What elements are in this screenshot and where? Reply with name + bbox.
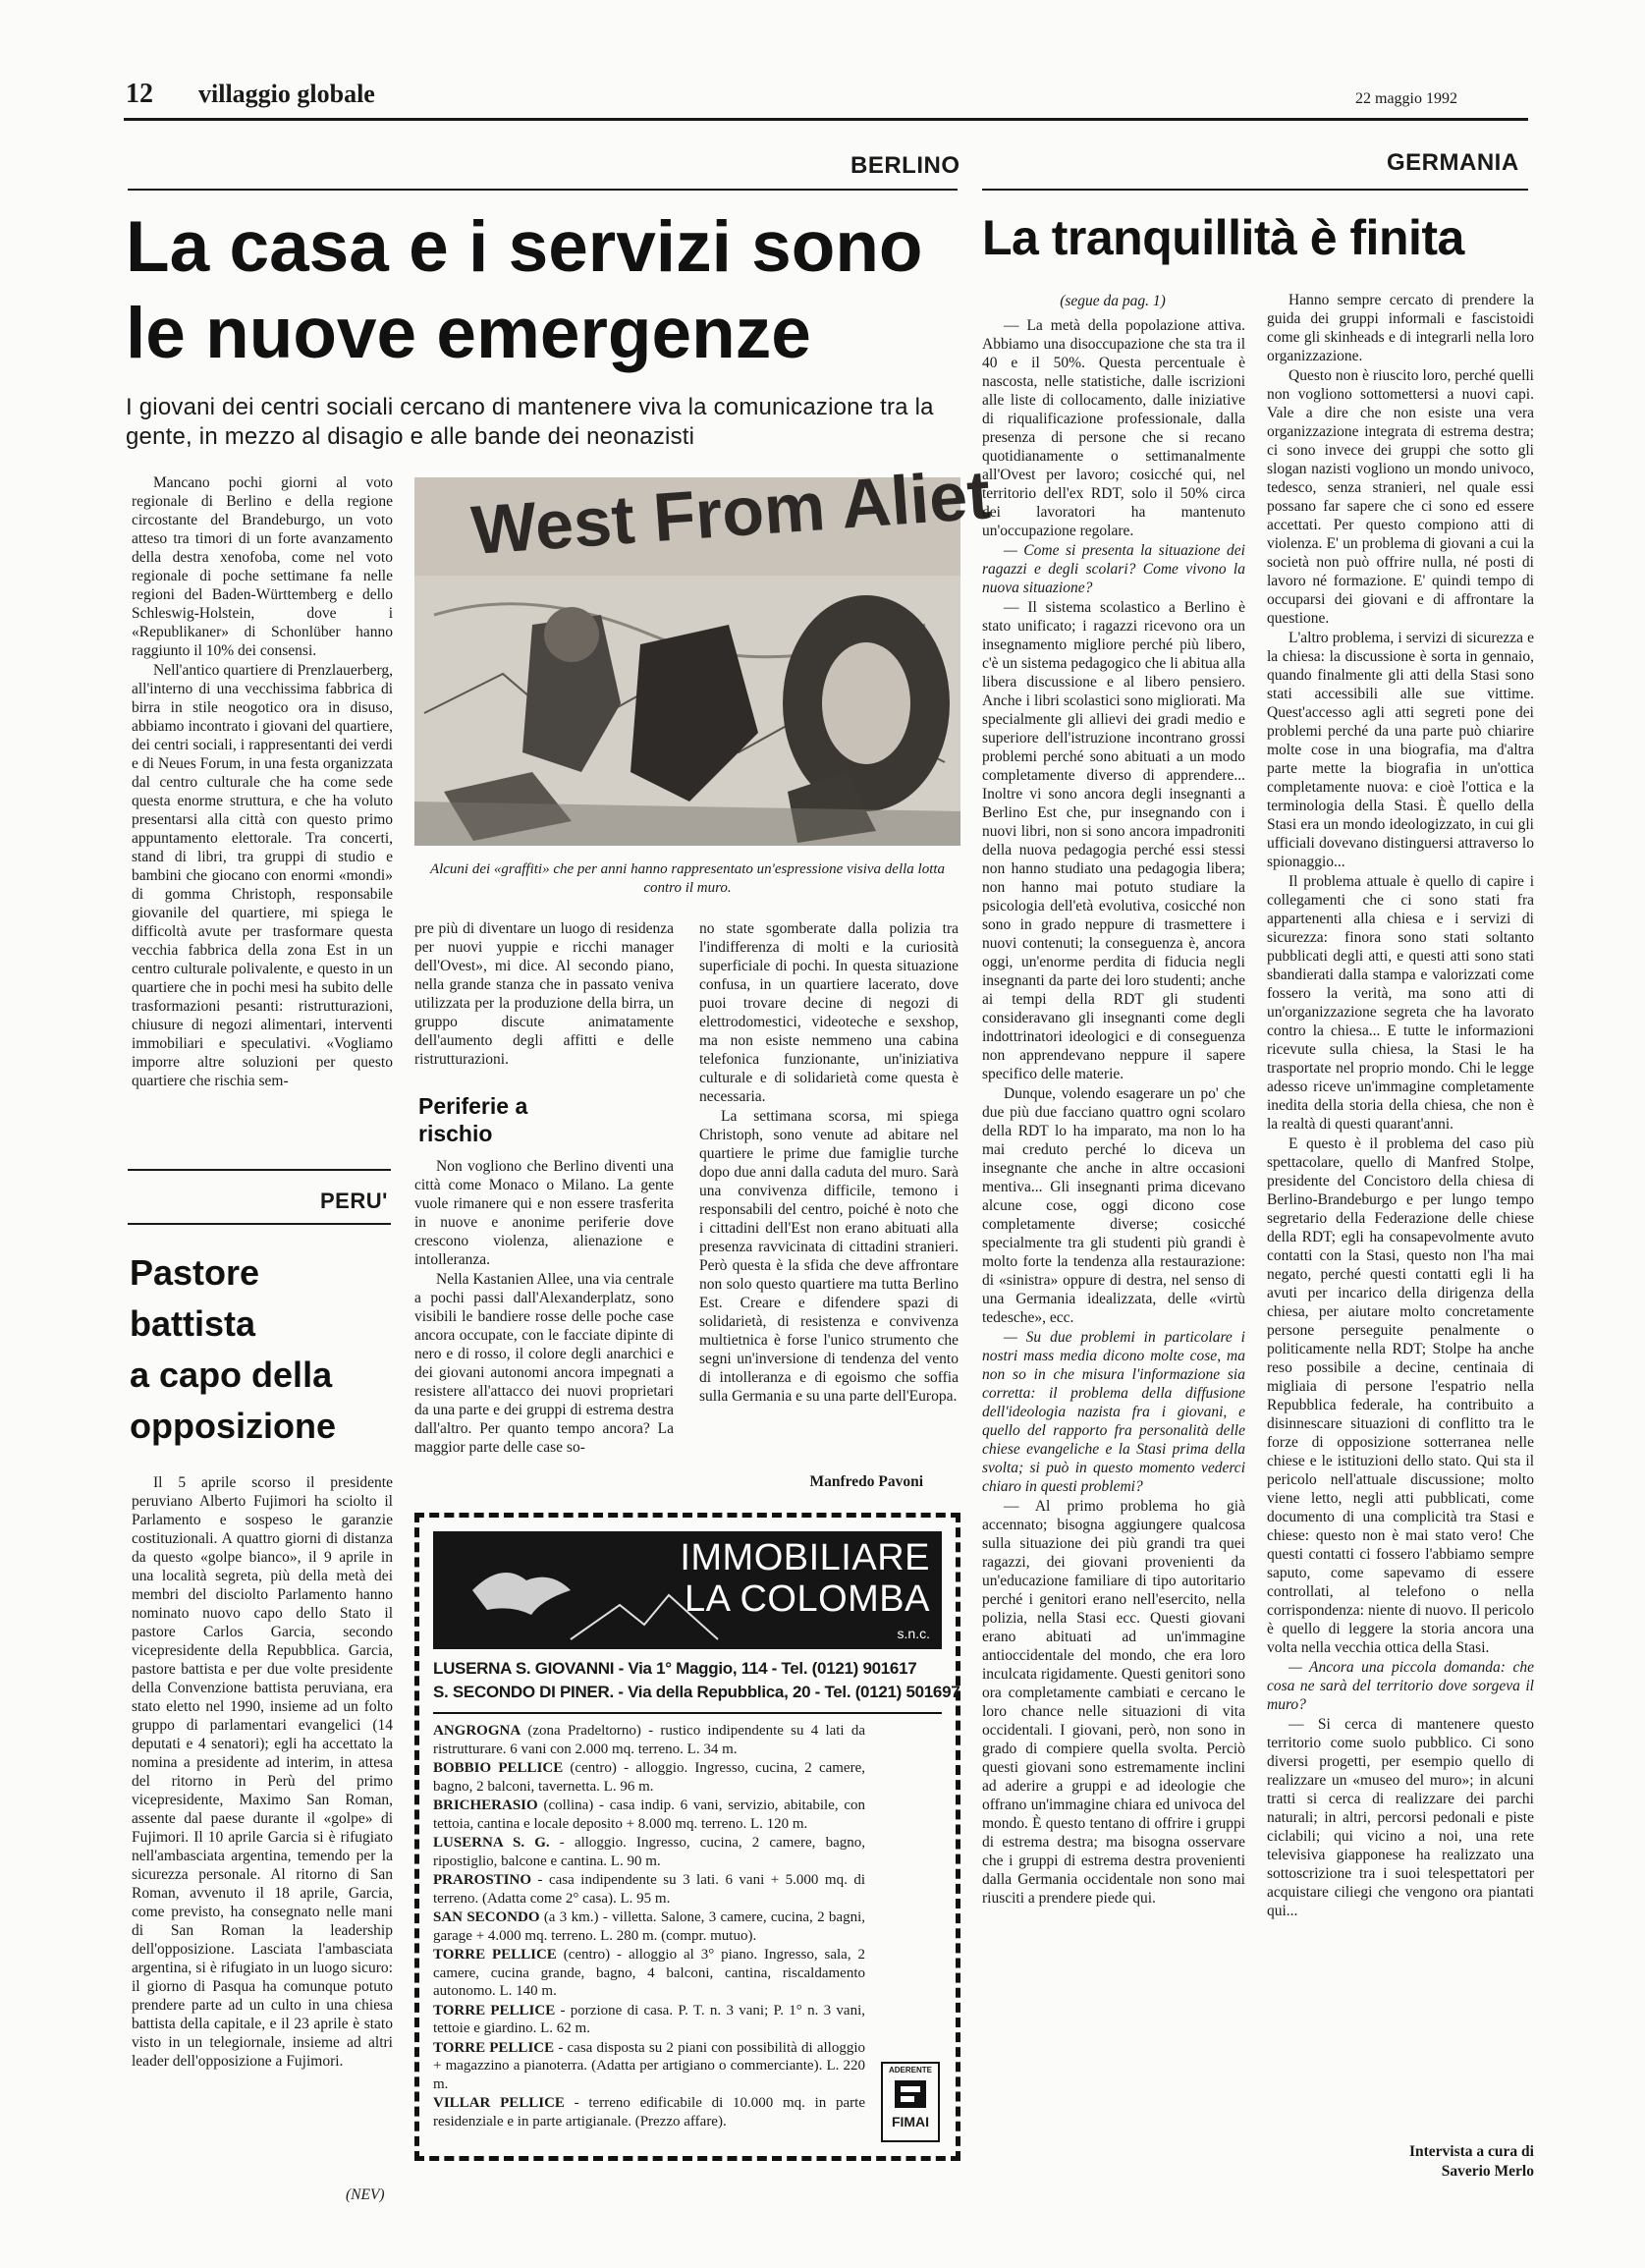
paragraph: Il 5 aprile scorso il presidente peruviano Alberto Fujimori ha sciolto il Parlamento e sospeso le garanzie costituzionali. A quattro giorni di distanza da questo «golpe bianco», il 9 aprile in una località segreta, più della metà dei membri del disciolto Parlamento hanno nominato nuovo capo dello Stato il pastore Carlos Garcia, secondo vicepresidente della Repubblica. Garcia, pastore battista e per due volte presidente della Convenzione battista peruviana, era stato eletto nel 1990, insieme ad un folto gruppo di parlamentari evangelici (14 deputati e 4 senatori); egli ha accettato la nomina a presidente ad interim, in attesa del ritorno in Perù del primo vicepresidente, Maximo San Roman, assente dal paese durante il «golpe» di Fujimori. Il 10 aprile Garcia si è rifugiato nell'ambasciata argentina, temendo per la sicurezza personale. Al ritorno di San Roman, avvenuto il 18 aprile, Garcia, come previsto, ha consegnato nelle mani di San Roman la leadership dell'opposizione. Lasciata l'ambasciata argentina, si è rifugiato in un luogo sicuro: il giorno di Pasqua ha comunque potuto prendere parte ad un culto in una chiesa battista della capitale, e il 23 aprile è stato visto in un telegiornale, insieme ad altri leader dell'opposizione a Fujimori. xyxy=(132,1474,393,2070)
berlino-col2b xyxy=(414,1157,674,1496)
interview-question: — Ancora una piccola domanda: che cosa ne sarà del territorio dove sorgeva il muro? xyxy=(1267,1659,1534,1713)
ad-divider xyxy=(433,1712,942,1714)
ad-listing-place: ANGROGNA xyxy=(433,1723,521,1739)
ad-address2: S. SECONDO DI PINER. - Via della Repubblica, 20 - Tel. (0121) 501697 xyxy=(433,1683,960,1701)
peru-title-line: battista xyxy=(130,1303,256,1344)
peru-title xyxy=(130,1247,336,1452)
issue-date: 22 maggio 1992 xyxy=(1355,90,1457,107)
ad-listing xyxy=(433,2094,865,2130)
ad-listing-desc: (centro) - alloggio al 3° piano. Ingresso, sala, 2 camere, cucina grande, bagno, 4 balconi, cantina, riscaldamento autonomo. L. 140 m. xyxy=(433,1947,865,1999)
germania-kicker-rule xyxy=(982,189,1528,191)
paragraph: — Il sistema scolastico a Berlino è stato unificato; i ragazzi ricevono ora un insegnamento migliore perché più libero, c'è un sistema pedagogico che li abitua alla libera discussione e al libero pensiero. Anche i libri scolastici sono migliorati. Ma specialmente gli allievi dei gradi medio e superiore dell'istruzione incontrano grossi problemi perché sono abituati a un modo completamente diverso di apprendere... Inoltre vi sono ancora degli insegnanti a Berlino Est che, pur insegnando con i nuovi libri, non si sono ancora impadroniti della nuova pedagogia perché essi stessi non hanno studiato una pedagogia libera; non hanno mai potuto studiare la psicologia dell'età evolutiva, cosicché non sono in grado neppure di trasmettere i nuovi contenuti; la conseguenza è, ancora oggi, un'enorme perdita di fiducia negli insegnanti da parte dei loro studenti; anche ai tempi della RDT gli studenti consideravano gli insegnanti come degli indottrinatori ideologici e di conseguenza non apprendevano neppure il sapere specifico delle materie. xyxy=(982,599,1245,1082)
peru-title-line: a capo della xyxy=(130,1355,333,1395)
paragraph: Nella Kastanien Allee, una via centrale a pochi passi dall'Alexanderplatz, sono visibili le bandiere rosse delle poche case ancora occupate, con le facciate dipinte di nero e di rosso, il colore degli anarchici e dei giovani autonomi ancora impegnati a resistere all'attacco dei nuovi proprietari da una parte e dei gruppi di estrema destra dall'altro. Per quanto tempo ancora? La maggior parte delle case so- xyxy=(414,1271,674,1456)
peru-body xyxy=(132,1473,393,2070)
paragraph: Dunque, volendo esagerare un po' che due più due facciano quattro ogni scolaro della RDT lo ha imparato, ma non lo ha mai creduto perché lo diceva un insegnante che anche in altre occasioni mentiva... Gli insegnanti prima dicevano alcune cose, oggi dicono cose completamente diverse; cosicché specialmente tra gli studenti più grandi è molto forte la tendenza alla restaurazione: di «sinistra» oppure di destra, nel senso di una Germania idealizzata, delle «virtù tedesche», ecc. xyxy=(982,1085,1245,1326)
peru-kicker-rule xyxy=(128,1223,391,1225)
photo-caption: Alcuni dei «graffiti» che per anni hanno rappresentato un'espressione visiva della lotta contro il muro. xyxy=(429,861,946,896)
ad-listing-desc: (a 3 km.) - villetta. Salone, 3 camere, cucina, 2 bagni, garage + 4.000 mq. terreno. L. 280 m. (compr. mutuo). xyxy=(433,1909,865,1944)
ad-listing xyxy=(433,1908,865,1945)
ad-banner xyxy=(433,1531,942,1649)
ad-listing-desc: - terreno edificabile di 10.000 mq. in parte residenziale e in parte artigianale. (Prezzo affare). xyxy=(433,2095,866,2130)
ad-listing-desc: (zona Pradeltorno) - rustico indipendente su 4 lati da ristrutturare. 6 vani con 2.000 mq. terreno. L. 34 m. xyxy=(433,1723,865,1757)
berlino-author: Manfredo Pavoni xyxy=(809,1473,923,1490)
paragraph: L'altro problema, i servizi di sicurezza e la chiesa: la discussione è sorta in gennaio, quando finalmente gli atti della Stasi sono stati accessibili alle sue vittime. Quest'accesso agli atti segreti pone dei problemi perché da una parte può chiarire molte cose in una biografia, ma d'altra parte mette la biografia in un'ottica completamente nuova: e cioè l'ottica e la terminologia della Stasi. È quello della Stasi era un mondo ideologizzato, in cui gli ufficiali dovevano distinguersi attraverso lo spionaggio... xyxy=(1267,630,1534,870)
ad-brand-sub: s.n.c. xyxy=(897,1626,930,1641)
germania-segue: (segue da pag. 1) xyxy=(1060,293,1166,309)
paragraph: Non vogliono che Berlino diventi una città come Monaco o Milano. La gente vuole rimanere qui e non essere trasferita in nuove e anonime periferie dove crescono violenza, alienazione e intolleranza. xyxy=(414,1158,674,1268)
fimai-logo xyxy=(881,2062,940,2142)
ad-listing-desc: (centro) - alloggio. Ingresso, cucina, 2 camere, bagno, 2 balconi, tavernetta. L. 96 m. xyxy=(433,1760,865,1795)
paragraph: La settimana scorsa, mi spiega Christoph, sono venute ad abitare nel quartiere le prime due famiglie turche dopo due anni dalla caduta del muro. Sarà una convivenza difficile, temono i responsabili del centro, poiché è noto che i cittadini dell'Est non erano abituati alla presenza ravvicinata di cittadini stranieri. Però questa è la sfida che deve affrontare non solo questo quartiere ma tutta Berlino Est. Creare e difendere spazi di solidarietà, di resistenza e convivenza multietnica è forse l'unico strumento che segni un'inversione di tendenza del vento di intolleranza e di egoismo che soffia sulla Germania e su una parte dell'Europa. xyxy=(699,1108,959,1405)
berlino-col3 xyxy=(699,919,959,1460)
berlino-title-line1: La casa e i servizi sono xyxy=(126,207,923,287)
magazine-name: villaggio globale xyxy=(198,80,375,108)
ad-listing-desc: (collina) - casa indip. 6 vani, servizio, abitabile, con tettoia, cantina e locale deposito + 8.000 mq. terreno. L. 120 m. xyxy=(433,1798,865,1832)
paragraph: pre più di diventare un luogo di residenza per nuovi yuppie e ricchi manager dell'Ovest», mi dice. Al secondo piano, nella grande stanza che in passato veniva utilizzata per la produzione della birra, un gruppo discute animatamente dell'aumento degli affitti e delle ristrutturazioni. xyxy=(414,920,674,1068)
paragraph: Mancano pochi giorni al voto regionale di Berlino e della regione circostante del Brandeburgo, un voto atteso tra timori di un forte avanzamento della destra xenofoba, come nel voto regionale di poche settimane fa nelle regioni del Baden-Württemberg e dello Schleswig-Holstein, dove i «Republikaner» di Schonlüber hanno raggiunto il 10% dei consensi. xyxy=(132,474,393,659)
ad-listing-place: BRICHERASIO xyxy=(433,1798,538,1813)
peru-kicker: PERU' xyxy=(320,1189,388,1213)
interview-question: — Come si presenta la situazione dei ragazzi e degli scolari? Come vivono la nuova situazione? xyxy=(982,542,1245,596)
ad-listing-place: TORRE PELLICE xyxy=(433,2002,556,2019)
ad-listing-desc: - casa disposta su 2 piani con possibilità di alloggio + magazzino a pianoterra. (Adatta per artigiano o commerciante). L. 220 m. xyxy=(433,2039,865,2092)
paragraph: Questo non è riuscito loro, perché quelli non vogliono sottomettersi a nuovi capi. Vale a dire che non esiste una vera organizzazione integrata di estrema destra; ci sono invece dei gruppi che sotto gli slogan nazisti vogliono un mondo univoco, tedesco, senza stranieri, nel quale essi possano far sapere che ci sono ed essere accettati. Per questo compiono atti di violenza. E' un problema di giovani a cui la società non può offrire nulla, né posti di lavoro né formazione. E' quindi tempo di occuparsi dei giovani e di affrontare la questione. xyxy=(1267,367,1534,627)
paragraph: — Al primo problema ho già accennato; bisogna aggiungere qualcosa sulla situazione dei più grandi tra quei ragazzi, dei giovani provenienti da un'educazione familiare di tipo autoritario perché i genitori erano nell'esercito, nella polizia, nella Stasi ecc. Questi giovani erano abituati ad un'immagine antioccidentale del mondo, che era loro inculcata rigidamente. Questi genitori sono ora completamente cambiati e cercano le loro chance nelle situazioni di vita occidentali. I giovani, però, non sono in grado di compiere quella svolta. Perciò questi giovani sono estremamente inclini ad aderire a gruppi e ad ideologie che offrano un'immagine chiara ed univoca del mondo. È questo tentano di offrire i gruppi di estrema destra; ma bisogna osservare che i gruppi di estrema destra provenienti dalla Germania occidentale non sono mai riusciti a prendere piede qui. xyxy=(982,1498,1245,1907)
berlino-title-line2: le nuove emergenze xyxy=(126,294,811,373)
interview-question: — Su due problemi in particolare i nostri mass media dicono molte cose, ma non so in che misura l'informazione sia corretta: il problema della diffusione dell'ideologia nazista fra i giovani, e quello del rapporto fra personalità delle chiese evangeliche e la Stasi prima della svolta; si può in questo momento vederci chiaro in questi problemi? xyxy=(982,1329,1245,1495)
ad-listing xyxy=(433,1797,865,1833)
ad-listing-place: TORRE PELLICE xyxy=(433,2039,555,2056)
ad-listing-desc: - porzione di casa. P. T. n. 3 vani; P. 1° n. 3 vani, tettoie e giardino. L. 62 m. xyxy=(433,2002,865,2036)
paragraph: Il problema attuale è quello di capire i collegamenti che ci sono stati fra appartenenti alla chiesa e i servizi di sicurezza: finora sono stati soltanto pubblicati degli atti, e questi atti sono stati sbandierati dalla stampa e valorizzati come fossero la verità, ma sono atti di un'organizzazione segreta che ha lavorato contro la chiesa... E tutte le informazioni ricevute sulla chiesa, la Stasi le ha trasportate nel proprio mondo. Chi le legge adesso riceve un'immagine completamente inedita della storia della chiesa, che non è la realtà di questi quarant'anni. xyxy=(1267,873,1534,1133)
ad-listing-place: TORRE PELLICE xyxy=(433,1947,557,1963)
germania-credit-line1: Intervista a cura di xyxy=(1408,2143,1534,2160)
paragraph: — Si cerca di mantenere questo territorio come suolo pubblico. Ci sono diversi progetti, per esempio quello di realizzare un «museo del muro»; in alcuni tratti si cerca di realizzare dei parchi naturali; in altri, percorsi pedonali e piste ciclabili; qui vicino a noi, una rete televisiva giapponese ha realizzato una sottoscrizione tra i suoi telespettatori per acquistare ciliegi che vengono ora piantati qui... xyxy=(1267,1716,1534,1919)
page-number: 12 xyxy=(126,79,153,109)
ad-listing-desc: - alloggio. Ingresso, cucina, 2 camere, bagno, ripostiglio, balcone e cantina. L. 90 m. xyxy=(433,1835,865,1869)
germania-col2 xyxy=(1267,291,1534,2137)
ad-listing-desc: - casa indipendente su 3 lati. 6 vani + 5.000 mq. di terreno. (Adatta come 2° casa). L. 95 m. xyxy=(433,1872,865,1907)
graffiti-photo xyxy=(414,456,993,846)
berlino-kicker-rule xyxy=(128,189,958,191)
paragraph: — La metà della popolazione attiva. Abbiamo una disoccupazione che sta tra il 40 e il 50%. Questa percentuale è nascosta, nelle statistiche, dalle iscrizioni alle liste di collocamento, dalle iniziative di riqualificazione professionale, dalla presenza di persone che si recano quotidianamente o settimanalmente all'Ovest per lavoro; cosicché qui, nel territorio dell'ex RDT, solo il 50% circa dei lavoratori ha mantenuto un'occupazione regolare. xyxy=(982,317,1245,539)
ad-listing-place: PRAROSTINO xyxy=(433,1872,532,1888)
berlino-subhead: Periferie a rischio xyxy=(418,1093,528,1146)
berlino-col1 xyxy=(132,473,393,1151)
ad-listing-place: LUSERNA S. G. xyxy=(433,1835,550,1851)
paragraph: E questo è il problema del caso più spettacolare, quello di Manfred Stolpe, presidente del Concistoro della chiesa di Berlino-Brandeburgo e per lungo tempo segretario della Federazione delle chiese della RDT; egli ha consapevolmente avuto contatti con la Stasi, questo non l'ha mai negato, perché questi contatti egli li ha avuti per incarico della dirigenza della chiesa, per aiutare molto concretamente persone perseguite penalmente o politicamente nella RDT; Stolpe ha anche reso possibile a decine, centinaia di migliaia di persone l'espatrio nella Repubblica federale, ha contribuito a disinnescare situazioni di conflitto tra le forze di opposizione sotterranea nelle chiese e le istituzioni dello stato. Qui sta il pericolo nell'attuale discussione; molto viene letto, negli atti pubblicati, come documento di una complicità tra Stasi e chiese: questo non è mai stato vero! Che questi contatti ci fossero l'abbiamo sempre saputo, come sapevamo di essere controllati, al telefono o nella corrispondenza: niente di nuovo. Il pericolo è quello di leggere la storia ancora una volta nella vecchia ottica della Stasi. xyxy=(1267,1135,1534,1656)
fimai-label: FIMAI xyxy=(891,2114,930,2130)
berlino-kicker: BERLINO xyxy=(850,152,960,179)
ad-listing xyxy=(433,2039,865,2094)
fimai-icon xyxy=(891,2076,930,2112)
paragraph: Nell'antico quartiere di Prenzlauerberg, all'interno di una vecchissima fabbrica di birra in stile neogotico ora in disuso, abbiamo incontrato i giovani del quartiere, dei centri sociali, i rappresentanti dei verdi e di Neues Forum, in una festa organizzata dal centro culturale che ha come sede questa enorme struttura, e che ha voluto presentarsi alla città con questo primo appuntamento elettorale. Tra concerti, stand di libri, tra gruppi di studio e bambini che giocano con enormi «mondi» di gomma Christoph, responsabile giovanile del quartiere, mi spiega le difficoltà avute per trasformare questa vecchia fabbrica della zona Est in un centro culturale polivalente, e questo in un quartiere che in pochi mesi ha subito delle trasformazioni pesanti: ristrutturazioni, chiusure di negozi alimentari, interventi immobiliari e speculativi. «Vogliamo imporre altre soluzioni per questo quartiere che rischia sem- xyxy=(132,662,393,1089)
dove-mountains-icon xyxy=(433,1531,718,1649)
paragraph: Hanno sempre cercato di prendere la guida dei gruppi informali e fascistoidi come gli skinheads e di integrarli nella loro organizzazione. xyxy=(1267,292,1534,364)
ad-listing-place: SAN SECONDO xyxy=(433,1909,540,1925)
paragraph: no state sgomberate dalla polizia tra l'indifferenza di molti e la curiosità superficiale di pochi. In questa situazione confusa, in un quartiere lacerato, dove puoi trovare decine di negozi di elettrodomestici, videoteche e sexshop, ma non esiste nemmeno una cabina telefonica funzionante, un'iniziativa culturale e di solidarietà come questa è necessaria. xyxy=(699,920,959,1105)
header-rule xyxy=(124,118,1528,121)
ad-listing-place: VILLAR PELLICE xyxy=(433,2095,565,2111)
graffiti-text: West From Aliet xyxy=(468,456,993,569)
fimai-top-label: ADERENTE xyxy=(888,2066,932,2074)
ad-listing xyxy=(433,1722,865,1758)
ad-listing xyxy=(433,1946,865,2001)
peru-title-line: opposizione xyxy=(130,1406,336,1446)
ad-listing-place: BOBBIO PELLICE xyxy=(433,1760,564,1776)
ad-listing xyxy=(433,1759,865,1796)
peru-title-line: Pastore xyxy=(130,1252,260,1293)
ad-listing xyxy=(433,1834,865,1870)
ad-listing xyxy=(433,1871,865,1908)
peru-top-rule xyxy=(128,1169,391,1171)
ad-listings xyxy=(433,1722,865,2130)
ad-address1: LUSERNA S. GIOVANNI - Via 1° Maggio, 114 - Tel. (0121) 901617 xyxy=(433,1659,917,1678)
berlino-subtitle: I giovani dei centri sociali cercano di mantenere viva la comunicazione tra la gente, in mezzo al disagio e alle bande dei neonazisti xyxy=(126,394,934,450)
germania-credit-line2: Saverio Merlo xyxy=(1441,2163,1534,2180)
ad-brand-line1: IMMOBILIARE xyxy=(680,1537,930,1578)
ad-listing xyxy=(433,2002,865,2038)
germania-col1 xyxy=(982,316,1245,2168)
ad-brand-line2: LA COLOMBA xyxy=(685,1578,930,1620)
germania-kicker: GERMANIA xyxy=(1387,149,1519,176)
peru-signature: (NEV) xyxy=(346,2186,385,2203)
real-estate-ad xyxy=(414,1513,960,2161)
berlino-col2 xyxy=(414,919,674,1072)
germania-title: La tranquillità è finita xyxy=(982,210,1464,265)
